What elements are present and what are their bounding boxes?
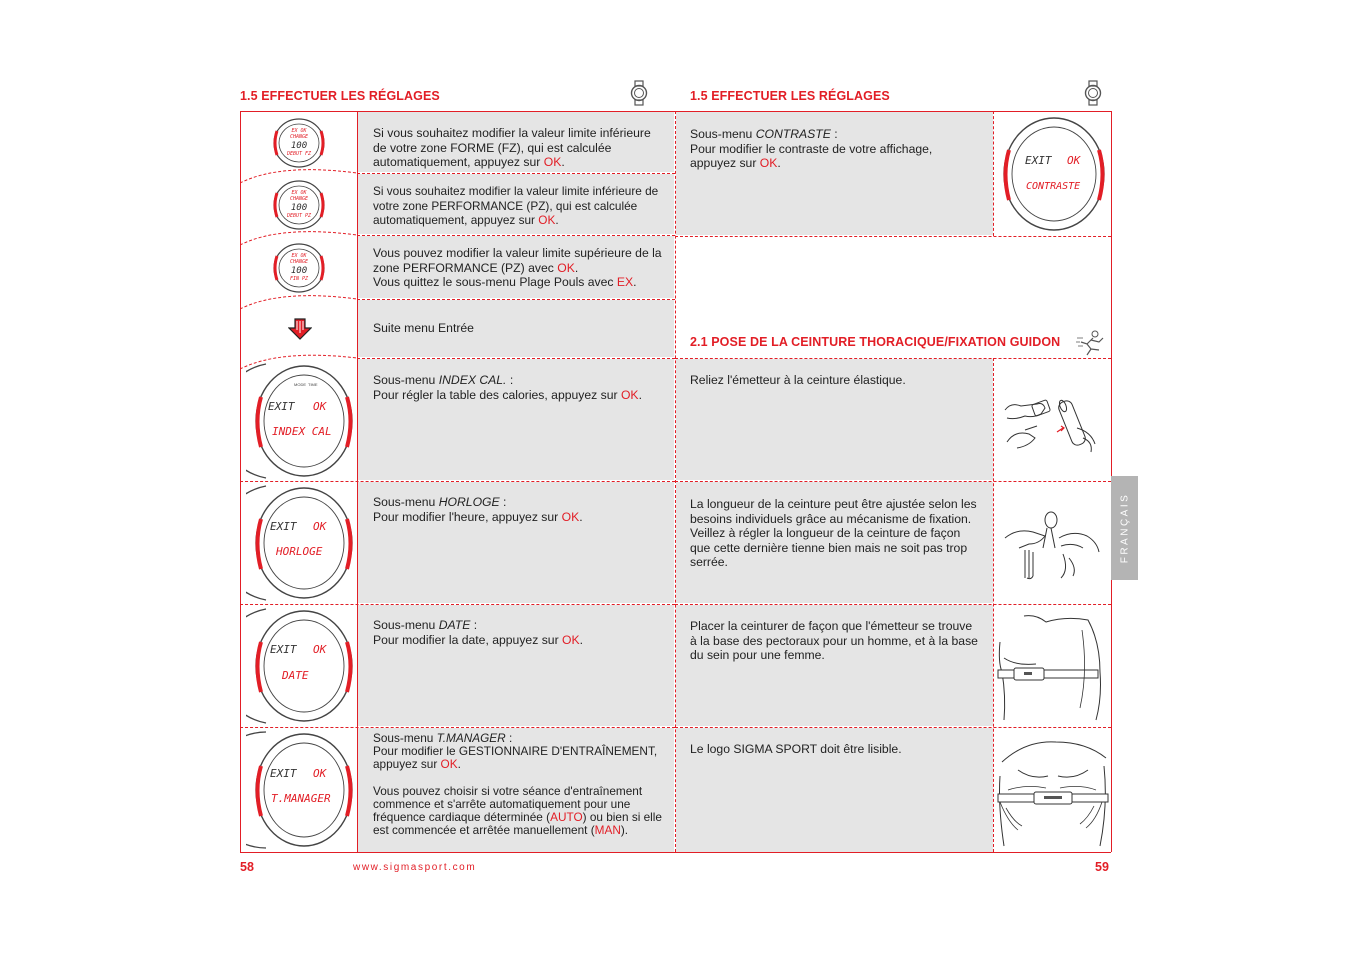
- svg-text:EXIT: EXIT: [1025, 154, 1052, 167]
- transmitter-attach-illustration: [1003, 392, 1103, 454]
- language-tab[interactable]: FRANÇAIS: [1111, 476, 1138, 580]
- svg-text:INDEX CAL: INDEX CAL: [272, 425, 332, 438]
- key-label: OK: [557, 260, 575, 275]
- key-label: OK: [561, 509, 580, 524]
- menu-name: HORLOGE: [438, 495, 500, 509]
- right-header: 1.5 EFFECTUER LES RÉGLAGES: [690, 89, 890, 103]
- key-label: OK: [562, 632, 580, 647]
- right-row-2-text: La longueur de la ceinture peut être ajustée selon les besoins individuels grâce au mécanisme de fixation. Veillez à régler la longueur de la ceinture de façon que cette dernière tienne bien mais ne soit pas trop serrée.: [690, 497, 977, 569]
- watch-display-debut-fz: [272, 117, 326, 169]
- left-row-6-text: Sous-menu HORLOGE : Pour modifier l'heure, appuyez sur OK.: [373, 495, 583, 524]
- svg-text:EXIT: EXIT: [268, 400, 295, 413]
- svg-text:OK: OK: [313, 767, 327, 780]
- display-value: 100: [290, 141, 308, 151]
- svg-text:TIME: TIME: [308, 382, 318, 387]
- svg-text:HORLOGE: HORLOGE: [276, 545, 323, 558]
- left-header: 1.5 EFFECTUER LES RÉGLAGES: [240, 89, 440, 103]
- watch-display-contraste: [996, 114, 1108, 234]
- menu-name: CONTRASTE: [755, 127, 831, 141]
- left-row-1-text: Si vous souhaitez modifier la valeur limite inférieure de votre zone FORME (FZ), qui est calculée automatiquement, appuyez sur OK.: [373, 126, 651, 169]
- left-row-8-text: Sous-menu T.MANAGER : Pour modifier le GESTIONNAIRE D'ENTRAÎNEMENT, appuyez sur OK. Vous pouvez choisir si votre séance d'entraînement commence et s'arrête automatiquement pour une fréquence cardiaque déterminée (AUTO) ou bien si elle est commencée et arrêtée manuellement (MAN).: [373, 731, 662, 838]
- torso-placement-illustration: [996, 612, 1108, 722]
- page-number-left: 58: [240, 860, 254, 874]
- watch-icon: [629, 80, 649, 106]
- display-bottom: DEBUT FZ: [286, 151, 312, 157]
- svg-text:OK: OK: [313, 400, 327, 413]
- svg-text:EX OK: EX OK: [291, 190, 307, 196]
- belt-adjust-illustration: [1003, 508, 1103, 580]
- svg-text:EXIT: EXIT: [270, 520, 297, 533]
- svg-text:OK: OK: [1067, 154, 1081, 167]
- key-label: EX: [616, 275, 634, 289]
- key-label: MAN: [594, 823, 621, 838]
- key-label: OK: [543, 155, 562, 169]
- section-2-header: 2.1 POSE DE LA CEINTURE THORACIQUE/FIXATION GUIDON: [690, 335, 1061, 349]
- svg-text:EX OK: EX OK: [291, 253, 307, 259]
- left-row-2-text: Si vous souhaitez modifier la valeur limite inférieure de votre zone PERFORMANCE (PZ), qui est calculée automatiquement, appuyez sur OK.: [373, 184, 659, 227]
- svg-text:DEBUT PZ: DEBUT PZ: [286, 213, 312, 219]
- svg-text:OK: OK: [313, 520, 327, 533]
- menu-name: INDEX CAL.: [438, 373, 507, 387]
- svg-text:CHANGE: CHANGE: [289, 196, 309, 202]
- left-row-4-text: Suite menu Entrée: [373, 321, 474, 335]
- chest-strap-front-illustration: [996, 736, 1110, 850]
- display-top: EX OK: [291, 128, 307, 134]
- page-number-right: 59: [1095, 860, 1109, 874]
- down-arrow-icon: [288, 318, 312, 340]
- svg-text:T.MANAGER: T.MANAGER: [271, 792, 331, 805]
- website-url: www.sigmasport.com: [353, 862, 477, 873]
- watch-display-fin-pz: [272, 242, 326, 294]
- watch-display-date: [246, 607, 354, 725]
- svg-text:FIN PZ: FIN PZ: [289, 276, 309, 282]
- menu-name: DATE: [438, 618, 471, 632]
- right-row-1-text: Reliez l'émetteur à la ceinture élastique.: [690, 373, 906, 387]
- watch-display-horloge: [246, 484, 354, 602]
- menu-name: T.MANAGER: [436, 731, 506, 745]
- svg-text:DATE: DATE: [282, 669, 309, 682]
- key-label: OK: [620, 387, 639, 402]
- left-row-5-text: Sous-menu INDEX CAL. : Pour régler la table des calories, appuyez sur OK.: [373, 373, 642, 402]
- svg-text:100: 100: [290, 203, 308, 213]
- svg-text:100: 100: [290, 266, 308, 276]
- svg-text:EXIT: EXIT: [270, 767, 297, 780]
- left-row-3-text: Vous pouvez modifier la valeur limite supérieure de la zone PERFORMANCE (PZ) avec OK. Vous quittez le sous-menu Plage Pouls avec EX.: [373, 246, 662, 289]
- left-row-7-text: Sous-menu DATE : Pour modifier la date, appuyez sur OK.: [373, 618, 584, 647]
- right-row-4-text: Le logo SIGMA SPORT doit être lisible.: [690, 742, 902, 756]
- right-row-3-text: Placer la ceinturer de façon que l'émetteur se trouve à la base des pectoraux pour un homme, et à la base du sein pour une femme.: [690, 619, 978, 662]
- contraste-text: Sous-menu CONTRASTE : Pour modifier le contraste de votre affichage, appuyez sur OK.: [690, 127, 933, 170]
- runner-icon: [1075, 330, 1105, 356]
- key-label: OK: [440, 757, 458, 772]
- key-label: OK: [538, 213, 556, 227]
- svg-text:OK: OK: [313, 643, 327, 656]
- svg-text:CHANGE: CHANGE: [289, 259, 309, 265]
- watch-display-debut-pz: [272, 179, 326, 231]
- watch-display-index-cal: [246, 362, 354, 480]
- key-label: OK: [759, 156, 778, 170]
- svg-text:CONTRASTE: CONTRASTE: [1026, 181, 1081, 192]
- watch-icon: [1083, 80, 1103, 106]
- svg-text:EXIT: EXIT: [270, 643, 297, 656]
- watch-display-t-manager: [246, 730, 354, 850]
- display-mid: CHANGE: [289, 134, 309, 140]
- svg-text:MODE: MODE: [294, 382, 306, 387]
- key-label: AUTO: [550, 810, 583, 825]
